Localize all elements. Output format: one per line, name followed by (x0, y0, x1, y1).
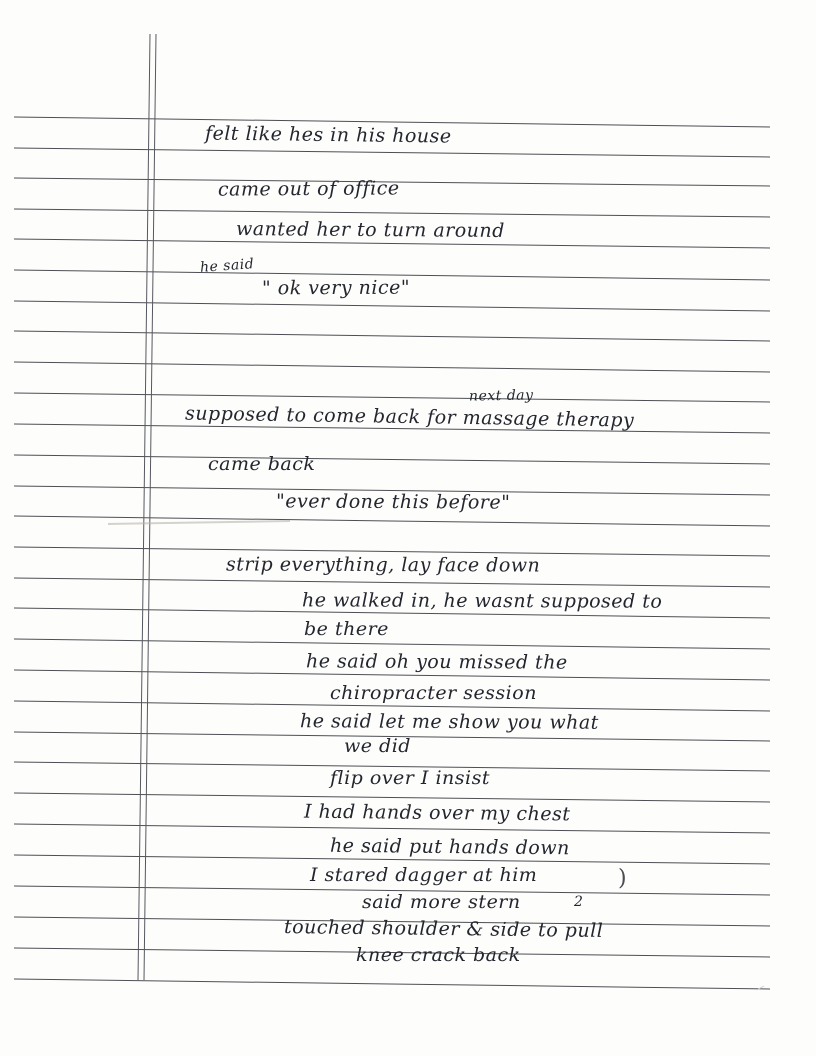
note-line-7: "ever done this before" (275, 490, 511, 514)
note-line-8: strip everything, lay face down (225, 553, 541, 577)
note-line-13: he said let me show you what (299, 710, 599, 734)
page-number: 2 (574, 894, 584, 910)
note-line-19: said more stern (362, 891, 521, 913)
note-line-14: we did (344, 735, 411, 757)
margin-lines (138, 34, 156, 980)
note-line-18: I stared dagger at him (310, 864, 538, 886)
note-annotation-he-said: he said (199, 256, 255, 276)
note-line-5: supposed to come back for massage therapy (184, 402, 635, 432)
note-line-2: came out of office (217, 177, 400, 201)
note-line-9: he walked in, he wasnt supposed to (301, 589, 663, 613)
note-annotation-next-day: next day (468, 387, 534, 405)
ruled-lines (14, 117, 770, 989)
note-line-3: wanted her to turn around (235, 218, 505, 242)
note-line-16: I had hands over my chest (303, 800, 571, 826)
note-line-11: he said oh you missed the (305, 650, 568, 674)
crease-mark (108, 521, 290, 524)
note-line-1: felt like hes in his house (204, 122, 452, 148)
note-line-21: knee crack back (356, 944, 521, 966)
note-line-4: " ok very nice" (261, 276, 411, 300)
note-line-15: flip over I insist (330, 767, 490, 789)
note-line-20: touched shoulder & side to pull (283, 916, 604, 942)
bracket-mark: ) (618, 866, 628, 891)
note-line-6: came back (208, 453, 316, 475)
note-line-10: be there (304, 618, 389, 640)
note-line-12: chiropracter session (330, 682, 537, 704)
note-line-17: he said put hands down (329, 834, 570, 860)
